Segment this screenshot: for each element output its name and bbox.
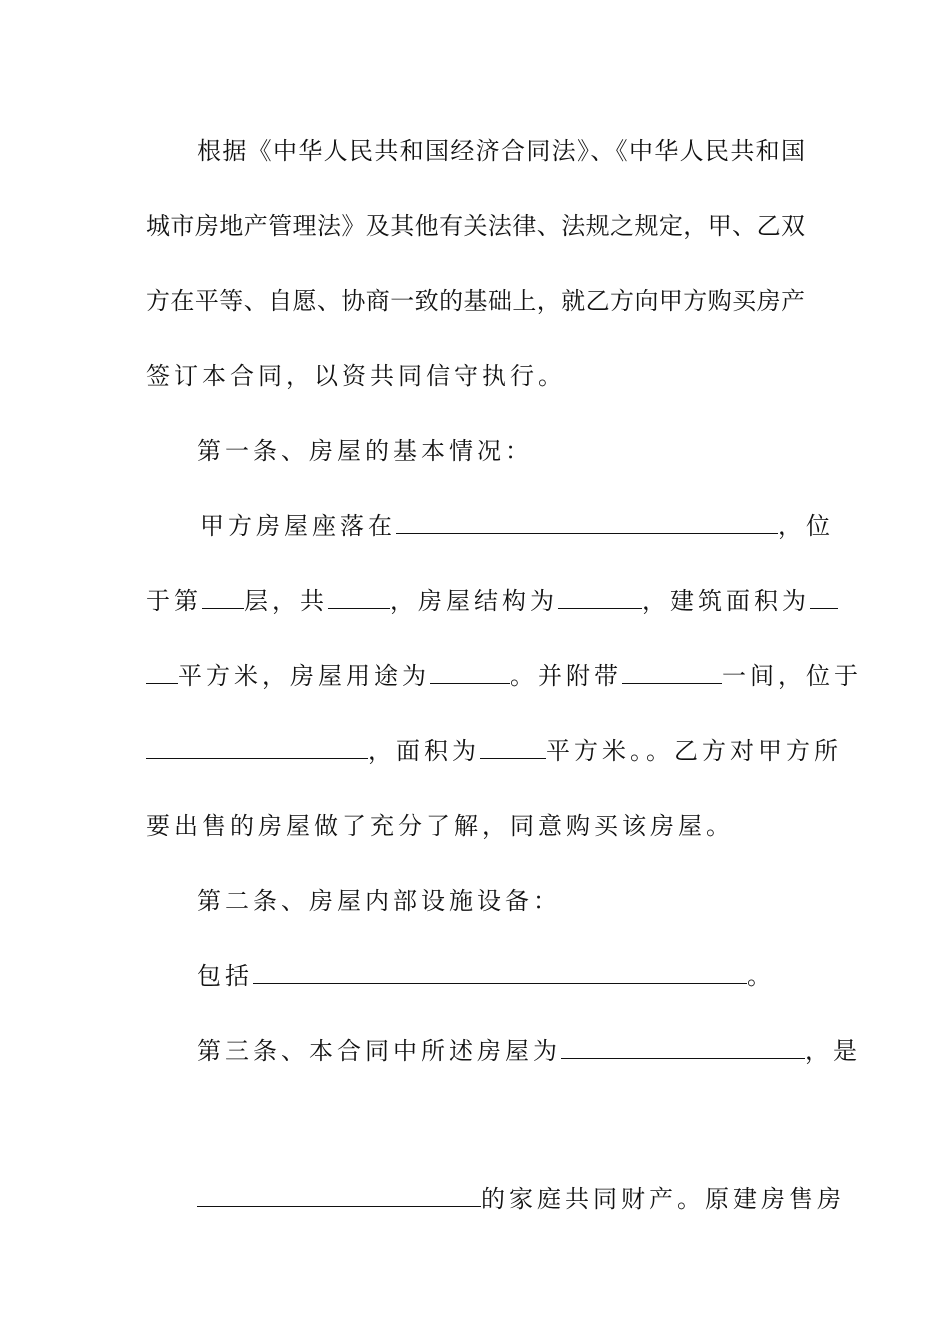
article1-row1-suffix: ，位 [778,512,834,540]
location-blank[interactable] [396,511,778,534]
property-type-blank[interactable] [561,1036,805,1059]
facilities-blank[interactable] [253,961,747,984]
para1-line4-text: 签订本合同，以资共同信守执行。 [146,362,566,390]
para1-line2-text: 城市房地产管理法》及其他有关法律、法规之规定，甲、乙双 [146,212,806,240]
para1-line1 [197,136,805,166]
area-blank-part2[interactable] [146,661,178,684]
article1-row4-b: 平方米。。乙方对甲方所 [546,737,842,765]
para1-line4 [146,361,566,391]
article2-row1-suffix: 。 [747,962,775,990]
owner-blank[interactable] [197,1184,481,1207]
article1-row3-c: 一间，位于 [722,662,862,690]
article1-row2-d: ，建筑面积为 [642,587,810,615]
article2-row1 [197,961,775,991]
article1-row2-c: ，房屋结构为 [390,587,558,615]
article1-row5 [146,811,734,841]
article2-heading-text: 第二条、房屋内部设施设备： [197,887,561,915]
para1-line1-text: 根据《中华人民共和国经济合同法》、《中华人民共和国 [197,137,807,165]
article1-row1-label: 甲方房屋座落在 [200,512,396,540]
total-floors-blank[interactable] [328,586,390,609]
article1-row4-a: ，面积为 [368,737,480,765]
article1-row3-a: 平方米，房屋用途为 [178,662,430,690]
article1-heading-text: 第一条、房屋的基本情况： [197,437,533,465]
floor-blank[interactable] [202,586,244,609]
article3-row2-text: 的家庭共同财产。原建房售房 [481,1185,845,1213]
para1-line2 [146,211,805,241]
article1-row2-a: 于第 [146,587,202,615]
attached-blank[interactable] [622,661,722,684]
article1-row3-b: 。并附带 [510,662,622,690]
usage-blank[interactable] [430,661,510,684]
article1-row3 [146,661,862,691]
article3-row1 [197,1036,861,1066]
attached-area-blank[interactable] [480,736,546,759]
article3-row2 [197,1184,845,1214]
article2-row1-label: 包括 [197,962,253,990]
article1-row2-b: 层，共 [244,587,328,615]
area-blank-part1[interactable] [810,586,838,609]
structure-blank[interactable] [558,586,642,609]
article1-row1 [200,511,834,541]
article1-row5-text: 要出售的房屋做了充分了解，同意购买该房屋。 [146,812,734,840]
para1-line3-text: 方在平等、自愿、协商一致的基础上，就乙方向甲方购买房产 [146,287,806,315]
para1-line3 [146,286,805,316]
article1-row2 [146,586,838,616]
attached-location-blank[interactable] [146,736,368,759]
article3-row1-label: 第三条、本合同中所述房屋为 [197,1037,561,1065]
article2-heading [197,886,561,916]
article3-row1-suffix: ，是 [805,1037,861,1065]
article1-heading [197,436,533,466]
article1-row4 [146,736,842,766]
